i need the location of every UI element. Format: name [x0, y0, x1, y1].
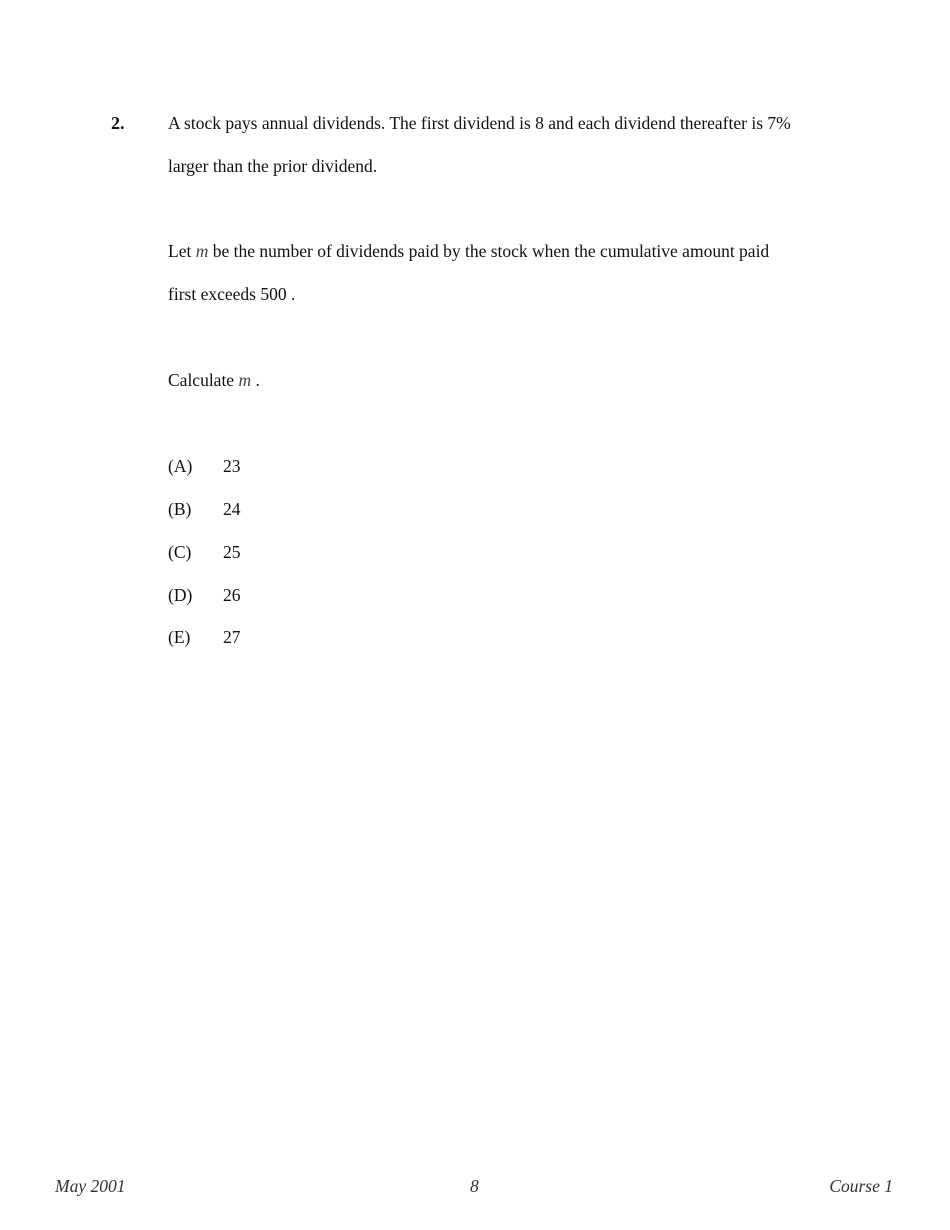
variable-m: m [195, 241, 209, 261]
answer-choice [168, 454, 241, 478]
question-number: 2. [111, 113, 125, 133]
answer-choice [168, 540, 241, 564]
choice-letter: (E) [168, 627, 191, 647]
instruction-text-after: . [251, 370, 260, 390]
definition-text-before: Let [168, 241, 196, 261]
answer-choice [168, 583, 241, 607]
choice-letter: (A) [168, 456, 193, 476]
stem-line-2: larger than the prior dividend. [168, 156, 378, 176]
definition-line-1 [168, 239, 769, 263]
choice-letter: (B) [168, 499, 192, 519]
footer-course: Course 1 [829, 1176, 893, 1196]
choice-value: 27 [223, 627, 241, 647]
answer-choice [168, 497, 241, 521]
stem-line-1: A stock pays annual dividends. The first dividend is 8 and each dividend thereafter is 7% [168, 113, 791, 133]
choice-value: 23 [223, 456, 241, 476]
choice-letter: (D) [168, 585, 193, 605]
page-number: 8 [470, 1176, 479, 1196]
choice-letter: (C) [168, 542, 192, 562]
definition-text-after: be the number of dividends paid by the stock when the cumulative amount paid [208, 241, 770, 261]
footer-date: May 2001 [55, 1176, 126, 1196]
choice-value: 26 [223, 585, 241, 605]
instruction-text-before: Calculate [168, 370, 239, 390]
instruction-line [168, 368, 260, 392]
choice-value: 25 [223, 542, 241, 562]
choice-value: 24 [223, 499, 241, 519]
answer-choice [168, 625, 241, 649]
variable-m: m [238, 370, 252, 390]
definition-line-2: first exceeds 500 . [168, 284, 296, 304]
